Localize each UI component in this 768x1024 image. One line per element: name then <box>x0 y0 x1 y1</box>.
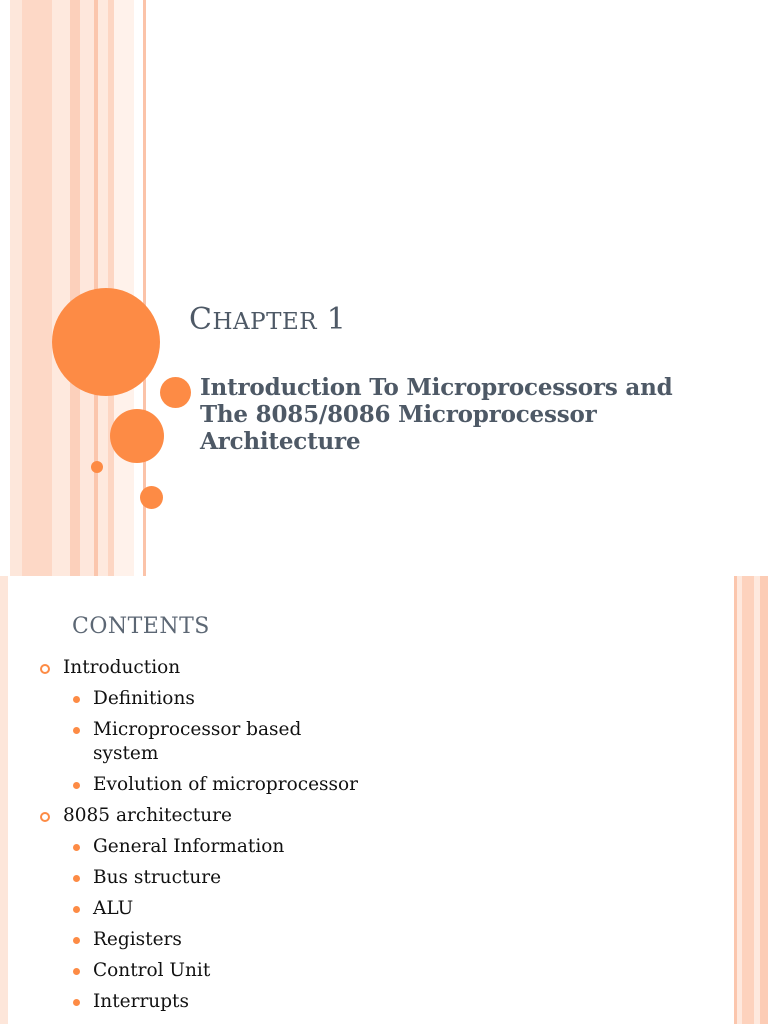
list-item-text: Registers <box>93 929 182 950</box>
decorative-circle-tiny <box>91 461 103 473</box>
list-item-text: 8085 architecture <box>63 805 232 826</box>
ring-bullet-icon <box>40 664 50 674</box>
dot-bullet-icon <box>73 696 80 703</box>
decorative-circle-small <box>140 486 163 509</box>
list-item-text: Control Unit <box>93 960 211 981</box>
list-item-text: Definitions <box>93 688 195 709</box>
list-item-level2 <box>0 990 323 1014</box>
subtitle-line: Architecture <box>200 428 361 455</box>
contents-heading: CONTENTS <box>72 614 210 639</box>
list-item-level1 <box>0 804 700 828</box>
list-item-text: Evolution of microprocessor <box>93 774 358 795</box>
title-rest: HAPTER <box>212 309 318 335</box>
dot-bullet-icon <box>73 937 80 944</box>
dot-bullet-icon <box>73 968 80 975</box>
decorative-stripe <box>10 0 22 576</box>
list-item-level2 <box>0 866 323 890</box>
list-item-text: Interrupts <box>93 991 189 1012</box>
decorative-circle-medium <box>110 409 164 463</box>
decorative-circle-large <box>52 288 160 396</box>
decorative-circle-small <box>160 377 191 408</box>
dot-bullet-icon <box>73 999 80 1006</box>
list-item-level2 <box>0 687 323 711</box>
list-item-level2 <box>0 959 323 983</box>
decorative-stripe <box>22 0 52 576</box>
contents-list <box>0 656 700 1021</box>
list-item-level2 <box>0 897 323 921</box>
dot-bullet-icon <box>73 875 80 882</box>
subtitle-line: Introduction To Microprocessors and <box>200 374 673 401</box>
decorative-stripe <box>52 0 70 576</box>
list-item-text: General Information <box>93 836 285 857</box>
ring-bullet-icon <box>40 812 50 822</box>
decorative-stripe <box>742 576 754 1024</box>
dot-bullet-icon <box>73 782 80 789</box>
list-item-level2 <box>0 773 413 797</box>
list-item-level2 <box>0 718 323 766</box>
title-number: 1 <box>326 302 347 337</box>
list-item-text: Introduction <box>63 657 181 678</box>
subtitle-line: The 8085/8086 Microprocessor <box>200 401 597 428</box>
contents-slide <box>0 576 768 1024</box>
list-item-text: ALU <box>93 898 134 919</box>
list-item-level2 <box>0 835 413 859</box>
dot-bullet-icon <box>73 906 80 913</box>
dot-bullet-icon <box>73 844 80 851</box>
list-item-level2 <box>0 928 323 952</box>
slide-title <box>189 302 346 337</box>
list-item-text: Microprocessor based system <box>93 719 302 764</box>
decorative-stripe <box>80 0 94 576</box>
list-item-level1 <box>0 656 700 680</box>
list-item-text: Bus structure <box>93 867 222 888</box>
title-initial: C <box>189 302 213 337</box>
decorative-stripe <box>114 0 134 576</box>
slide-subtitle <box>200 374 740 455</box>
decorative-stripe <box>760 576 768 1024</box>
dot-bullet-icon <box>73 727 80 734</box>
decorative-stripe <box>70 0 80 576</box>
